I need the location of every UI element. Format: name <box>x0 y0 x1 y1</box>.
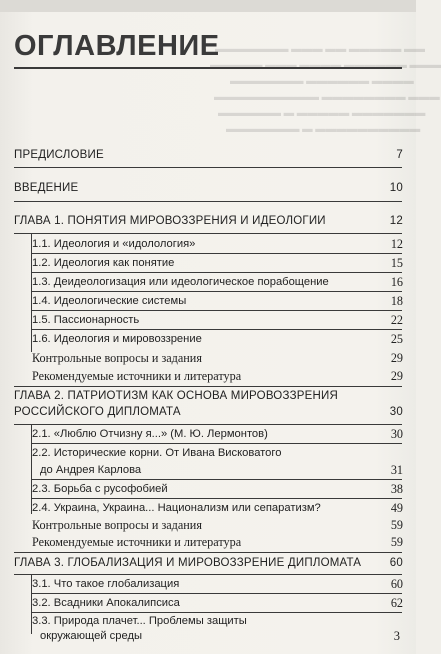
toc-entry-label: 1.6. Идеология и мировоззрение <box>32 333 202 345</box>
toc-chapter-1 <box>14 214 403 229</box>
toc-entry-label: 1.2. Идеология как понятие <box>32 257 175 269</box>
toc-entry-cont <box>14 463 403 478</box>
toc-entry-page: 30 <box>389 406 403 418</box>
toc-entry-page: 12 <box>390 237 403 251</box>
toc-entry-page: 62 <box>390 596 403 610</box>
toc-entry <box>14 294 403 309</box>
toc-entry-label: Контрольные вопросы и задания <box>32 518 202 532</box>
toc-entry <box>14 614 403 629</box>
toc-entry-page: 7 <box>396 149 403 161</box>
toc-entry-page: 59 <box>390 535 403 549</box>
toc-entry-label: 3.1. Что такое глобализация <box>32 578 180 590</box>
toc-chapter-2-cont <box>14 405 403 420</box>
toc-entry-page: 59 <box>390 518 403 532</box>
toc-entry-label: 3.3. Природа плачет... Проблемы защиты <box>32 615 247 627</box>
chapter-title: ГЛАВА 1. ПОНЯТИЯ МИРОВОЗЗРЕНИЯ И ИДЕОЛОГИИ <box>14 215 326 227</box>
divider <box>14 574 402 575</box>
toc-entry-page: 60 <box>390 577 403 591</box>
toc-entry <box>14 518 403 533</box>
divider <box>31 479 402 480</box>
toc-entry-label: 1.5. Пассионарность <box>32 314 140 326</box>
page-title: ОГЛАВЛЕНИЕ <box>14 30 220 62</box>
show-through-decoration: ▬▬ ▬▬▬▬▬ ▬▬ ▬▬▬ ▬▬▬▬▬▬▬ ▬▬▬ ▬▬▬▬▬▬ ▬▬▬▬ ▬▬▬ ▬▬▬▬▬ ▬▬▬▬ ▬▬▬▬▬▬ ▬▬▬▬▬▬▬ ▬▬▬ ▬▬▬▬▬▬▬▬ ▬▬▬▬▬▬▬▬▬▬ ▬▬▬▬▬▬▬ ▬▬▬▬▬ ▬ ▬▬▬▬▬▬ ▬▬▬▬▬▬▬▬▬▬ ▬ ▬▬▬▬▬▬▬ <box>210 44 441 135</box>
toc-entry-label: ПРЕДИСЛОВИЕ <box>14 149 104 161</box>
toc-entry-page: 12 <box>389 215 403 227</box>
divider <box>31 443 402 444</box>
divider <box>31 272 402 273</box>
toc-entry-label: 1.3. Деидеологизация или идеологическое порабощение <box>32 276 329 288</box>
toc-entry-page: 22 <box>390 313 403 327</box>
chapter-title-line2: РОССИЙСКОГО ДИПЛОМАТА <box>14 406 181 418</box>
toc-entry-label: ВВЕДЕНИЕ <box>14 182 79 194</box>
divider <box>31 310 402 311</box>
toc-entry-preface <box>14 148 403 163</box>
toc-entry <box>14 332 403 347</box>
toc-entry <box>14 256 403 271</box>
toc-entry <box>14 275 403 290</box>
title-underline <box>14 67 402 69</box>
divider <box>31 253 402 254</box>
divider <box>14 201 402 202</box>
toc-entry-intro <box>14 181 403 196</box>
toc-entry-page: 25 <box>390 332 403 346</box>
toc-entry-page: 60 <box>389 557 403 569</box>
toc-entry-label: Рекомендуемые источники и литература <box>32 369 242 383</box>
toc-entry <box>14 482 403 497</box>
toc-entry-label: 1.4. Идеологические системы <box>32 295 187 307</box>
toc-entry-page: 38 <box>390 482 403 496</box>
divider <box>14 424 402 425</box>
toc-entry <box>14 427 403 442</box>
toc-entry-page: 30 <box>390 427 403 441</box>
toc-entry-page: 10 <box>389 182 403 194</box>
toc-entry <box>14 501 403 516</box>
toc-entry-label: окружающей среды <box>40 630 143 642</box>
toc-entry-page: 16 <box>390 275 403 289</box>
toc-entry <box>14 577 403 592</box>
chapter-title-line1: ГЛАВА 2. ПАТРИОТИЗМ КАК ОСНОВА МИРОВОЗЗРЕНИЯ <box>14 390 338 402</box>
toc-entry-page: 49 <box>390 501 403 515</box>
toc-entry-label: Рекомендуемые источники и литература <box>32 535 242 549</box>
divider <box>31 291 402 292</box>
toc-entry-page: 18 <box>390 294 403 308</box>
toc-entry-label: 3.2. Всадники Апокалипсиса <box>32 597 180 609</box>
toc-entry-cont <box>14 629 314 644</box>
toc-entry-label: 2.1. «Люблю Отчизну я...» (М. Ю. Лермонтов) <box>32 428 268 440</box>
toc-entry-label: 2.2. Исторические корни. От Ивана Висковатого <box>32 447 282 459</box>
page-top-edge <box>0 0 416 12</box>
toc-entry <box>14 369 403 384</box>
toc-entry <box>14 237 403 252</box>
toc-entry <box>14 351 403 366</box>
toc-chapter-3 <box>14 556 403 571</box>
divider <box>14 233 402 234</box>
toc-entry-label: 2.3. Борьба с русофобией <box>32 483 168 495</box>
toc-entry-label: 1.1. Идеология и «идолология» <box>32 238 196 250</box>
divider <box>14 386 402 387</box>
toc-entry <box>14 446 403 461</box>
toc-entry-page: 15 <box>390 256 403 270</box>
toc-chapter-2 <box>14 389 403 404</box>
toc-entry <box>14 535 403 550</box>
toc-entry-page: 29 <box>390 369 403 383</box>
toc-entry-page: 29 <box>390 351 403 365</box>
toc-entry-label: до Андрея Карлова <box>40 464 142 476</box>
toc-entry-page: 31 <box>390 463 403 477</box>
toc-entry <box>14 313 403 328</box>
toc-entry-label: Контрольные вопросы и задания <box>32 351 202 365</box>
divider <box>14 552 402 553</box>
chapter-title: ГЛАВА 3. ГЛОБАЛИЗАЦИЯ И МИРОВОЗЗРЕНИЕ ДИПЛОМАТА <box>14 557 362 569</box>
divider <box>31 593 402 594</box>
divider <box>14 167 402 168</box>
toc-entry-label: 2.4. Украина, Украина... Национализм или сепаратизм? <box>32 502 321 514</box>
divider <box>31 329 402 330</box>
page-number: 3 <box>393 629 400 643</box>
divider <box>31 498 402 499</box>
divider <box>31 612 402 613</box>
toc-entry <box>14 596 403 611</box>
